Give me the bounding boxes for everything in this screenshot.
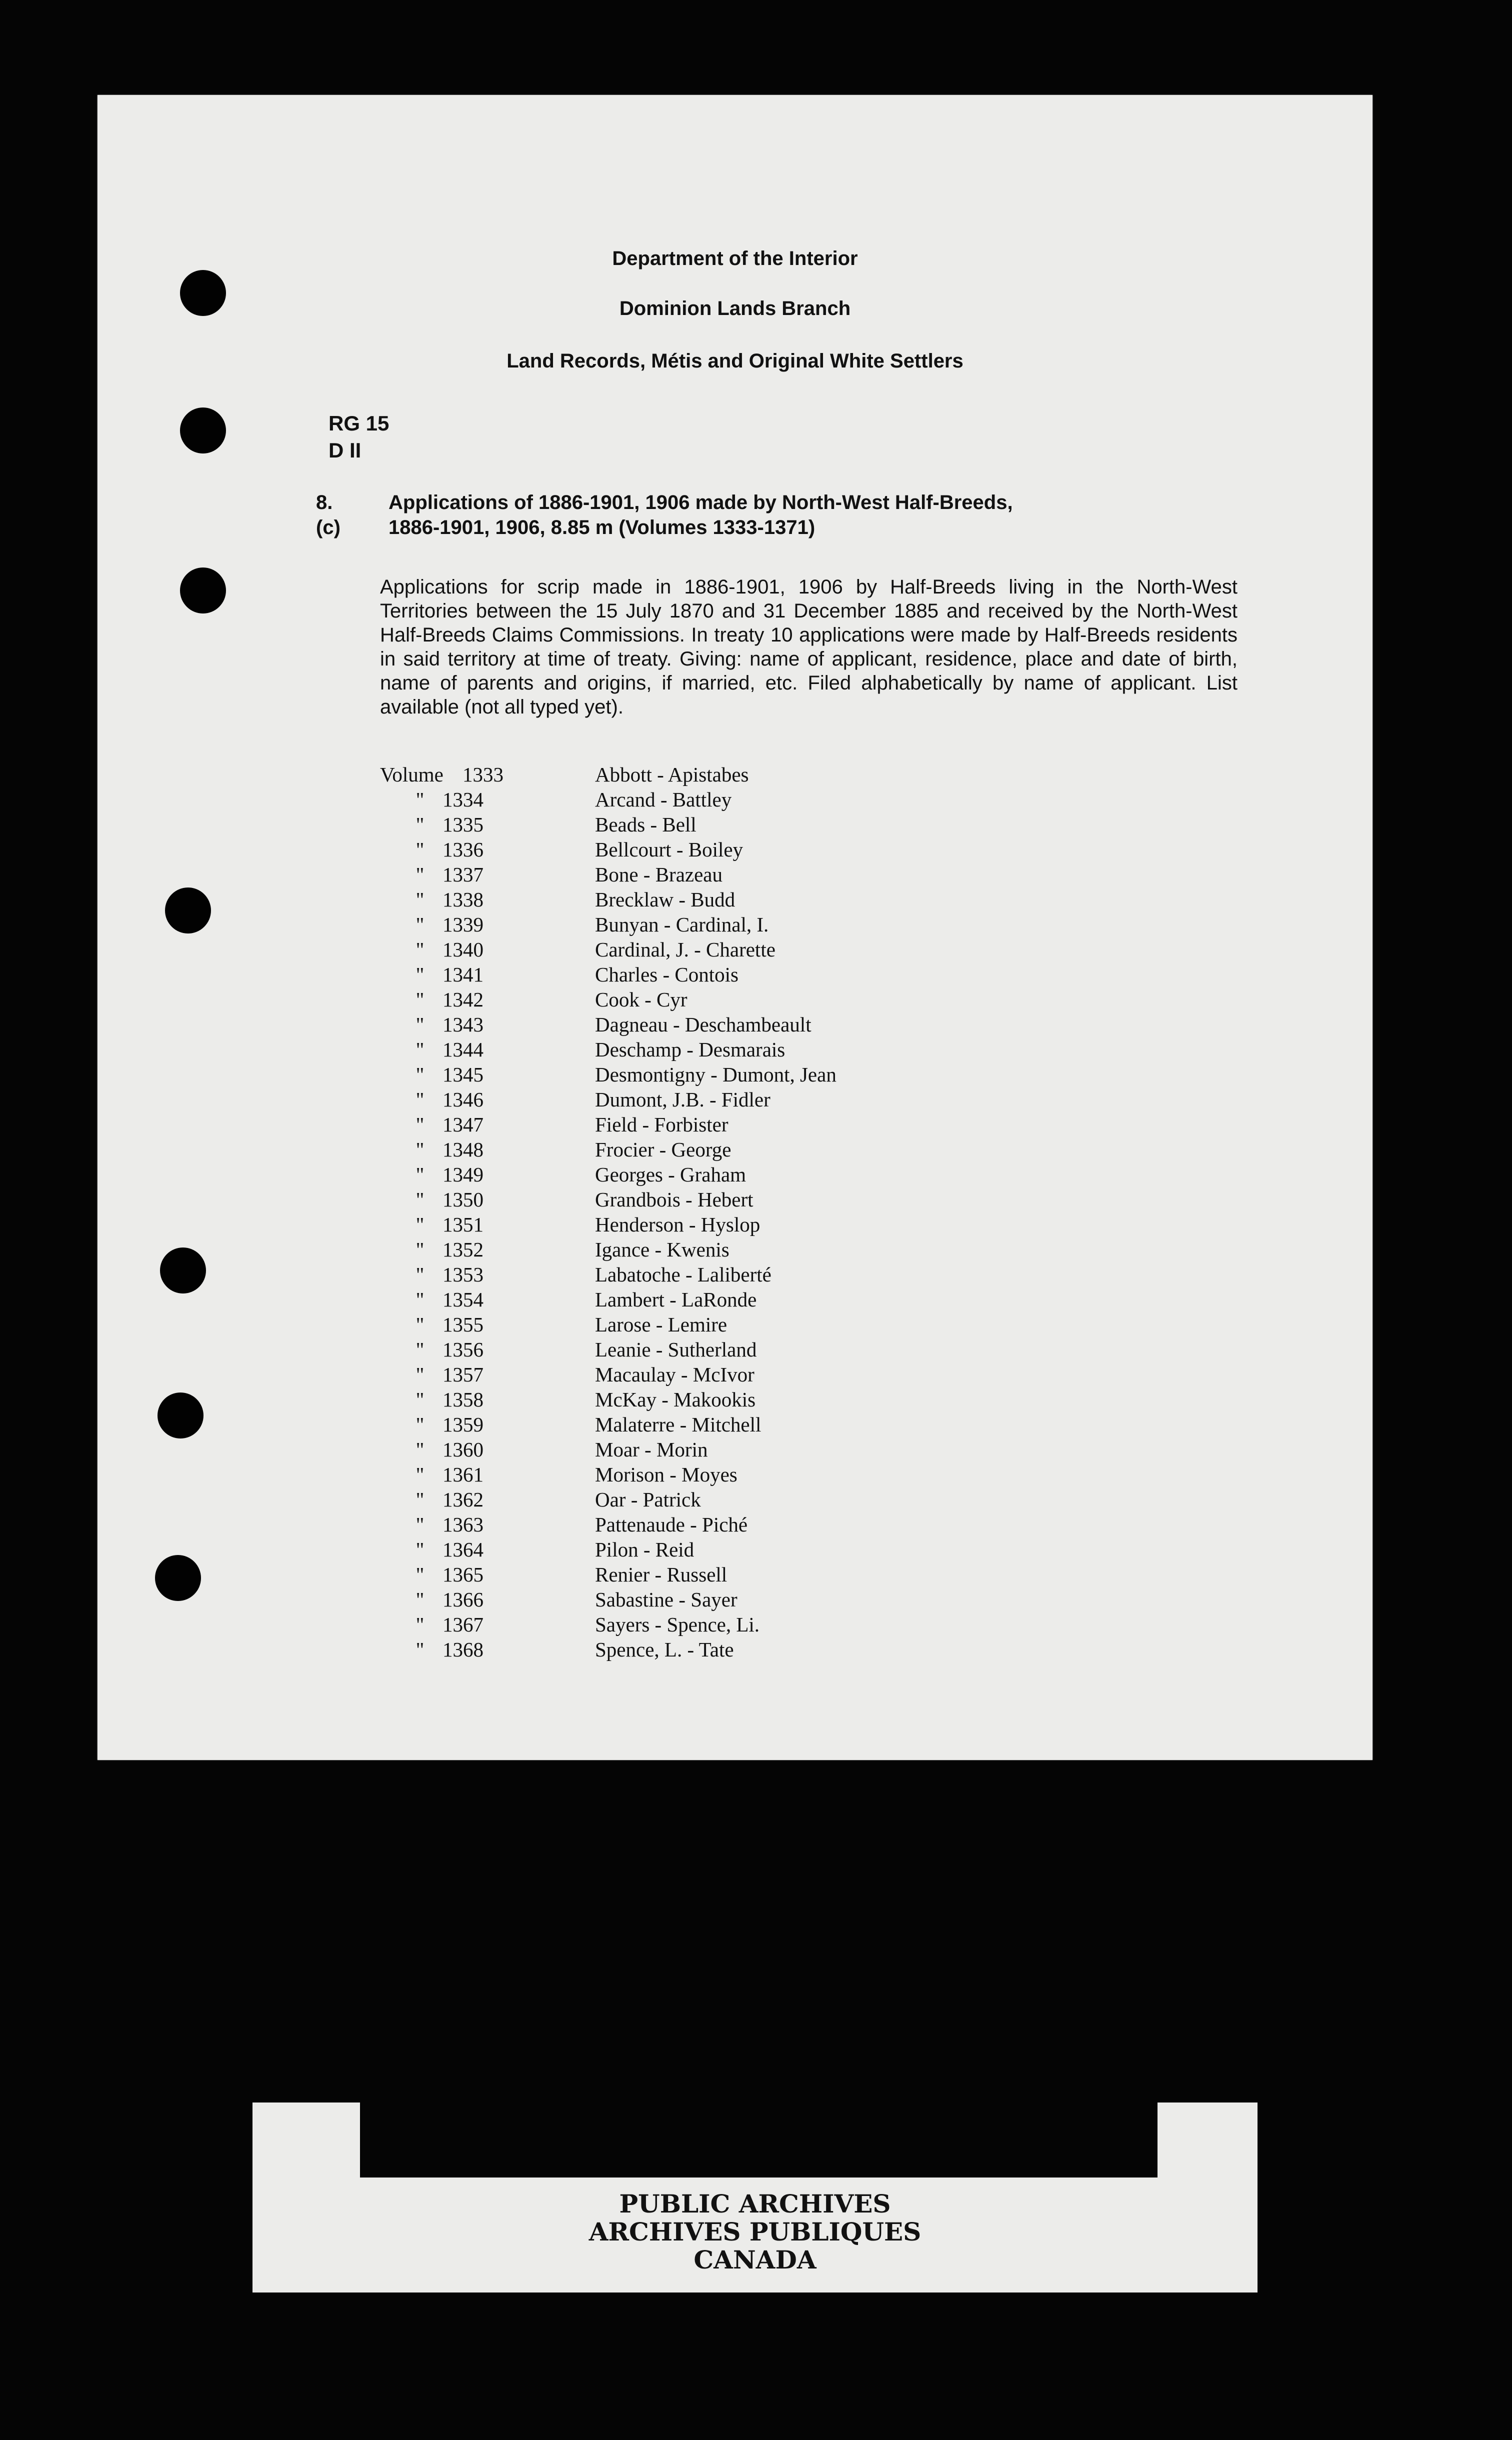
ditto-mark: " — [416, 1138, 424, 1161]
ditto-mark: " — [416, 1013, 424, 1036]
name-range: Brecklaw - Budd — [595, 888, 736, 911]
volume-number: 1356 — [442, 1338, 484, 1361]
ditto-mark: " — [416, 1463, 424, 1486]
punch-hole — [158, 1392, 204, 1438]
ditto-mark: " — [416, 1563, 424, 1586]
ditto-mark: " — [416, 1038, 424, 1061]
volume-row — [380, 1562, 1080, 1588]
volume-number: 1358 — [442, 1388, 484, 1411]
ditto-mark: " — [416, 1113, 424, 1136]
volume-number: 1360 — [442, 1438, 484, 1461]
name-range: Sabastine - Sayer — [595, 1588, 738, 1611]
name-range: Beads - Bell — [595, 813, 696, 836]
name-range: Henderson - Hyslop — [595, 1213, 760, 1236]
ditto-mark: " — [416, 1163, 424, 1186]
rg-number: RG 15 — [328, 412, 390, 435]
volume-number: 1350 — [442, 1188, 484, 1211]
ditto-mark: " — [416, 938, 424, 961]
name-range: Moar - Morin — [595, 1438, 708, 1461]
name-range: Larose - Lemire — [595, 1313, 728, 1336]
name-range: Desmontigny - Dumont, Jean — [595, 1063, 836, 1086]
volume-row — [380, 1638, 1080, 1662]
volume-number: 1347 — [442, 1113, 484, 1136]
volume-number: 1364 — [442, 1538, 484, 1561]
header-department: Department of the Interior — [612, 248, 858, 270]
name-range: Renier - Russell — [595, 1563, 728, 1586]
name-range: Sayers - Spence, Li. — [595, 1613, 760, 1636]
header-records: Land Records, Métis and Original White Settlers — [506, 350, 964, 372]
name-range: Charles - Contois — [595, 963, 738, 986]
name-range: Arcand - Battley — [595, 788, 732, 811]
name-range: Oar - Patrick — [595, 1488, 701, 1511]
volume-row — [380, 1212, 1080, 1238]
volume-row — [380, 838, 1080, 862]
volume-number: 1344 — [442, 1038, 484, 1061]
volume-number: 1366 — [442, 1588, 484, 1611]
name-range: Field - Forbister — [595, 1113, 728, 1136]
volume-number: 1352 — [442, 1238, 484, 1261]
ditto-mark: " — [416, 1638, 424, 1661]
volume-row — [380, 1412, 1080, 1438]
volume-number: 1348 — [442, 1138, 484, 1161]
volume-row — [380, 1612, 1080, 1638]
volume-row — [380, 812, 1080, 838]
punch-hole — [160, 1248, 206, 1294]
name-range: Dumont, J.B. - Fidler — [595, 1088, 770, 1111]
volume-number: 1363 — [442, 1513, 484, 1536]
section-title-line2: 1886-1901, 1906, 8.85 m (Volumes 1333-1371) — [388, 516, 816, 538]
volume-row — [380, 1512, 1080, 1538]
volume-row — [380, 1362, 1080, 1388]
volume-number: 1342 — [442, 988, 484, 1011]
stamp-line2: ARCHIVES PUBLIQUES — [588, 2217, 922, 2246]
volume-number: 1339 — [442, 913, 484, 936]
ditto-mark: " — [416, 838, 424, 861]
punch-hole — [180, 568, 226, 614]
name-range: Igance - Kwenis — [595, 1238, 730, 1261]
volume-number: 1367 — [442, 1613, 484, 1636]
name-range: Lambert - LaRonde — [595, 1288, 757, 1311]
ditto-mark: " — [416, 1238, 424, 1261]
volume-number: 1355 — [442, 1313, 484, 1336]
ditto-mark: " — [416, 1588, 424, 1611]
ditto-mark: " — [416, 1613, 424, 1636]
punch-hole — [155, 1555, 201, 1601]
volume-number: 1343 — [442, 1013, 484, 1036]
ditto-mark: " — [416, 1488, 424, 1511]
ditto-mark: " — [416, 1188, 424, 1211]
volume-row — [380, 1162, 1080, 1188]
volume-number: 1341 — [442, 963, 484, 986]
volume-row — [380, 1462, 1080, 1488]
volume-row — [380, 1062, 1080, 1088]
name-range: McKay - Makookis — [595, 1388, 756, 1411]
volume-row — [380, 1138, 1080, 1162]
volume-number: 1346 — [442, 1088, 484, 1111]
volume-row — [380, 1112, 1080, 1138]
ditto-mark: " — [416, 988, 424, 1011]
volume-number: 1357 — [442, 1363, 484, 1386]
volume-row — [380, 862, 1080, 888]
volume-row — [380, 912, 1080, 938]
volume-row — [380, 1038, 1080, 1062]
name-range: Labatoche - Laliberté — [595, 1263, 772, 1286]
volume-number: 1345 — [442, 1063, 484, 1086]
name-range: Frocier - George — [595, 1138, 732, 1161]
ditto-mark: " — [416, 1538, 424, 1561]
volume-row — [380, 988, 1080, 1012]
name-range: Abbott - Apistabes — [595, 763, 749, 786]
volume-row — [380, 762, 1080, 788]
ditto-mark: " — [416, 788, 424, 811]
ditto-mark: " — [416, 913, 424, 936]
header-branch: Dominion Lands Branch — [619, 298, 851, 320]
volume-row — [380, 888, 1080, 912]
volume-number: 1354 — [442, 1288, 484, 1311]
name-range: Bone - Brazeau — [595, 863, 722, 886]
volume-number: 1338 — [442, 888, 484, 911]
stamp-line1: PUBLIC ARCHIVES — [619, 2189, 891, 2218]
volume-number: 1336 — [442, 838, 484, 861]
stamp-line3: CANADA — [694, 2245, 816, 2274]
name-range: Cook - Cyr — [595, 988, 688, 1011]
ditto-mark: " — [416, 1063, 424, 1086]
ditto-mark: " — [416, 963, 424, 986]
volume-row — [380, 1088, 1080, 1112]
volume-list — [380, 762, 1080, 1662]
name-range: Georges - Graham — [595, 1163, 746, 1186]
volume-row — [380, 1438, 1080, 1462]
name-range: Macaulay - McIvor — [595, 1363, 754, 1386]
name-range: Spence, L. - Tate — [595, 1638, 734, 1661]
name-range: Leanie - Sutherland — [595, 1338, 757, 1361]
volume-label: Volume — [380, 763, 444, 786]
ditto-mark: " — [416, 1513, 424, 1536]
volume-number: 1353 — [442, 1263, 484, 1286]
volume-row — [380, 1262, 1080, 1288]
name-range: Bellcourt - Boiley — [595, 838, 744, 861]
volume-number: 1334 — [442, 788, 484, 811]
volume-row — [380, 1312, 1080, 1338]
volume-row — [380, 1538, 1080, 1562]
ditto-mark: " — [416, 1438, 424, 1461]
ditto-mark: " — [416, 813, 424, 836]
division-number: D II — [328, 438, 362, 462]
name-range: Bunyan - Cardinal, I. — [595, 913, 769, 936]
ditto-mark: " — [416, 1363, 424, 1386]
name-range: Dagneau - Deschambeault — [595, 1013, 812, 1036]
name-range: Pilon - Reid — [595, 1538, 694, 1561]
volume-row — [380, 788, 1080, 812]
volume-number: 1351 — [442, 1213, 484, 1236]
punch-hole — [180, 408, 226, 454]
volume-row — [380, 962, 1080, 988]
volume-number: 1368 — [442, 1638, 484, 1661]
volume-row — [380, 1338, 1080, 1362]
section-subletter: (c) — [316, 516, 340, 538]
volume-row — [380, 1238, 1080, 1262]
document-page — [98, 95, 1372, 1760]
volume-row — [380, 938, 1080, 962]
ditto-mark: " — [416, 863, 424, 886]
archives-stamp — [252, 2102, 1258, 2292]
name-range: Cardinal, J. - Charette — [595, 938, 776, 961]
volume-number: 1362 — [442, 1488, 484, 1511]
reference-block — [328, 410, 389, 464]
section-number: 8. — [316, 492, 333, 514]
name-range: Morison - Moyes — [595, 1463, 738, 1486]
ditto-mark: " — [416, 1388, 424, 1411]
volume-number: 1361 — [442, 1463, 484, 1486]
volume-number: 1337 — [442, 863, 484, 886]
name-range: Deschamp - Desmarais — [595, 1038, 786, 1061]
ditto-mark: " — [416, 1313, 424, 1336]
name-range: Malaterre - Mitchell — [595, 1413, 762, 1436]
section-title-line1: Applications of 1886-1901, 1906 made by North-West Half-Breeds, — [388, 492, 1013, 514]
punch-hole — [165, 888, 211, 934]
ditto-mark: " — [416, 1263, 424, 1286]
volume-row — [380, 1288, 1080, 1312]
ditto-mark: " — [416, 1088, 424, 1111]
description-paragraph: Applications for scrip made in 1886-1901, 1906 by Half-Breeds living in the North-West Territories between the 15 July 1870 and 31 December 1885 and received by the North-West Half-Breeds Claims Commissions. In treaty 10 applications were made by Half-Breeds residents in said territory at time of treaty. Giving: name of applicant, residence, place and date of birth, name of parents and origins, if married, etc. Filed alphabetically by name of applicant. List available (not all typed yet). — [380, 576, 1238, 718]
volume-number: 1335 — [442, 813, 484, 836]
volume-number: 1365 — [442, 1563, 484, 1586]
volume-number: 1340 — [442, 938, 484, 961]
ditto-mark: " — [416, 1413, 424, 1436]
volume-row — [380, 1188, 1080, 1212]
volume-row — [380, 1488, 1080, 1512]
ditto-mark: " — [416, 1338, 424, 1361]
volume-row — [380, 1388, 1080, 1412]
ditto-mark: " — [416, 1288, 424, 1311]
volume-row — [380, 1012, 1080, 1038]
volume-number: 1349 — [442, 1163, 484, 1186]
name-range: Pattenaude - Piché — [595, 1513, 748, 1536]
ditto-mark: " — [416, 888, 424, 911]
volume-row — [380, 1588, 1080, 1612]
ditto-mark: " — [416, 1213, 424, 1236]
volume-number: 1359 — [442, 1413, 484, 1436]
volume-number: 1333 — [462, 763, 504, 786]
name-range: Grandbois - Hebert — [595, 1188, 754, 1211]
